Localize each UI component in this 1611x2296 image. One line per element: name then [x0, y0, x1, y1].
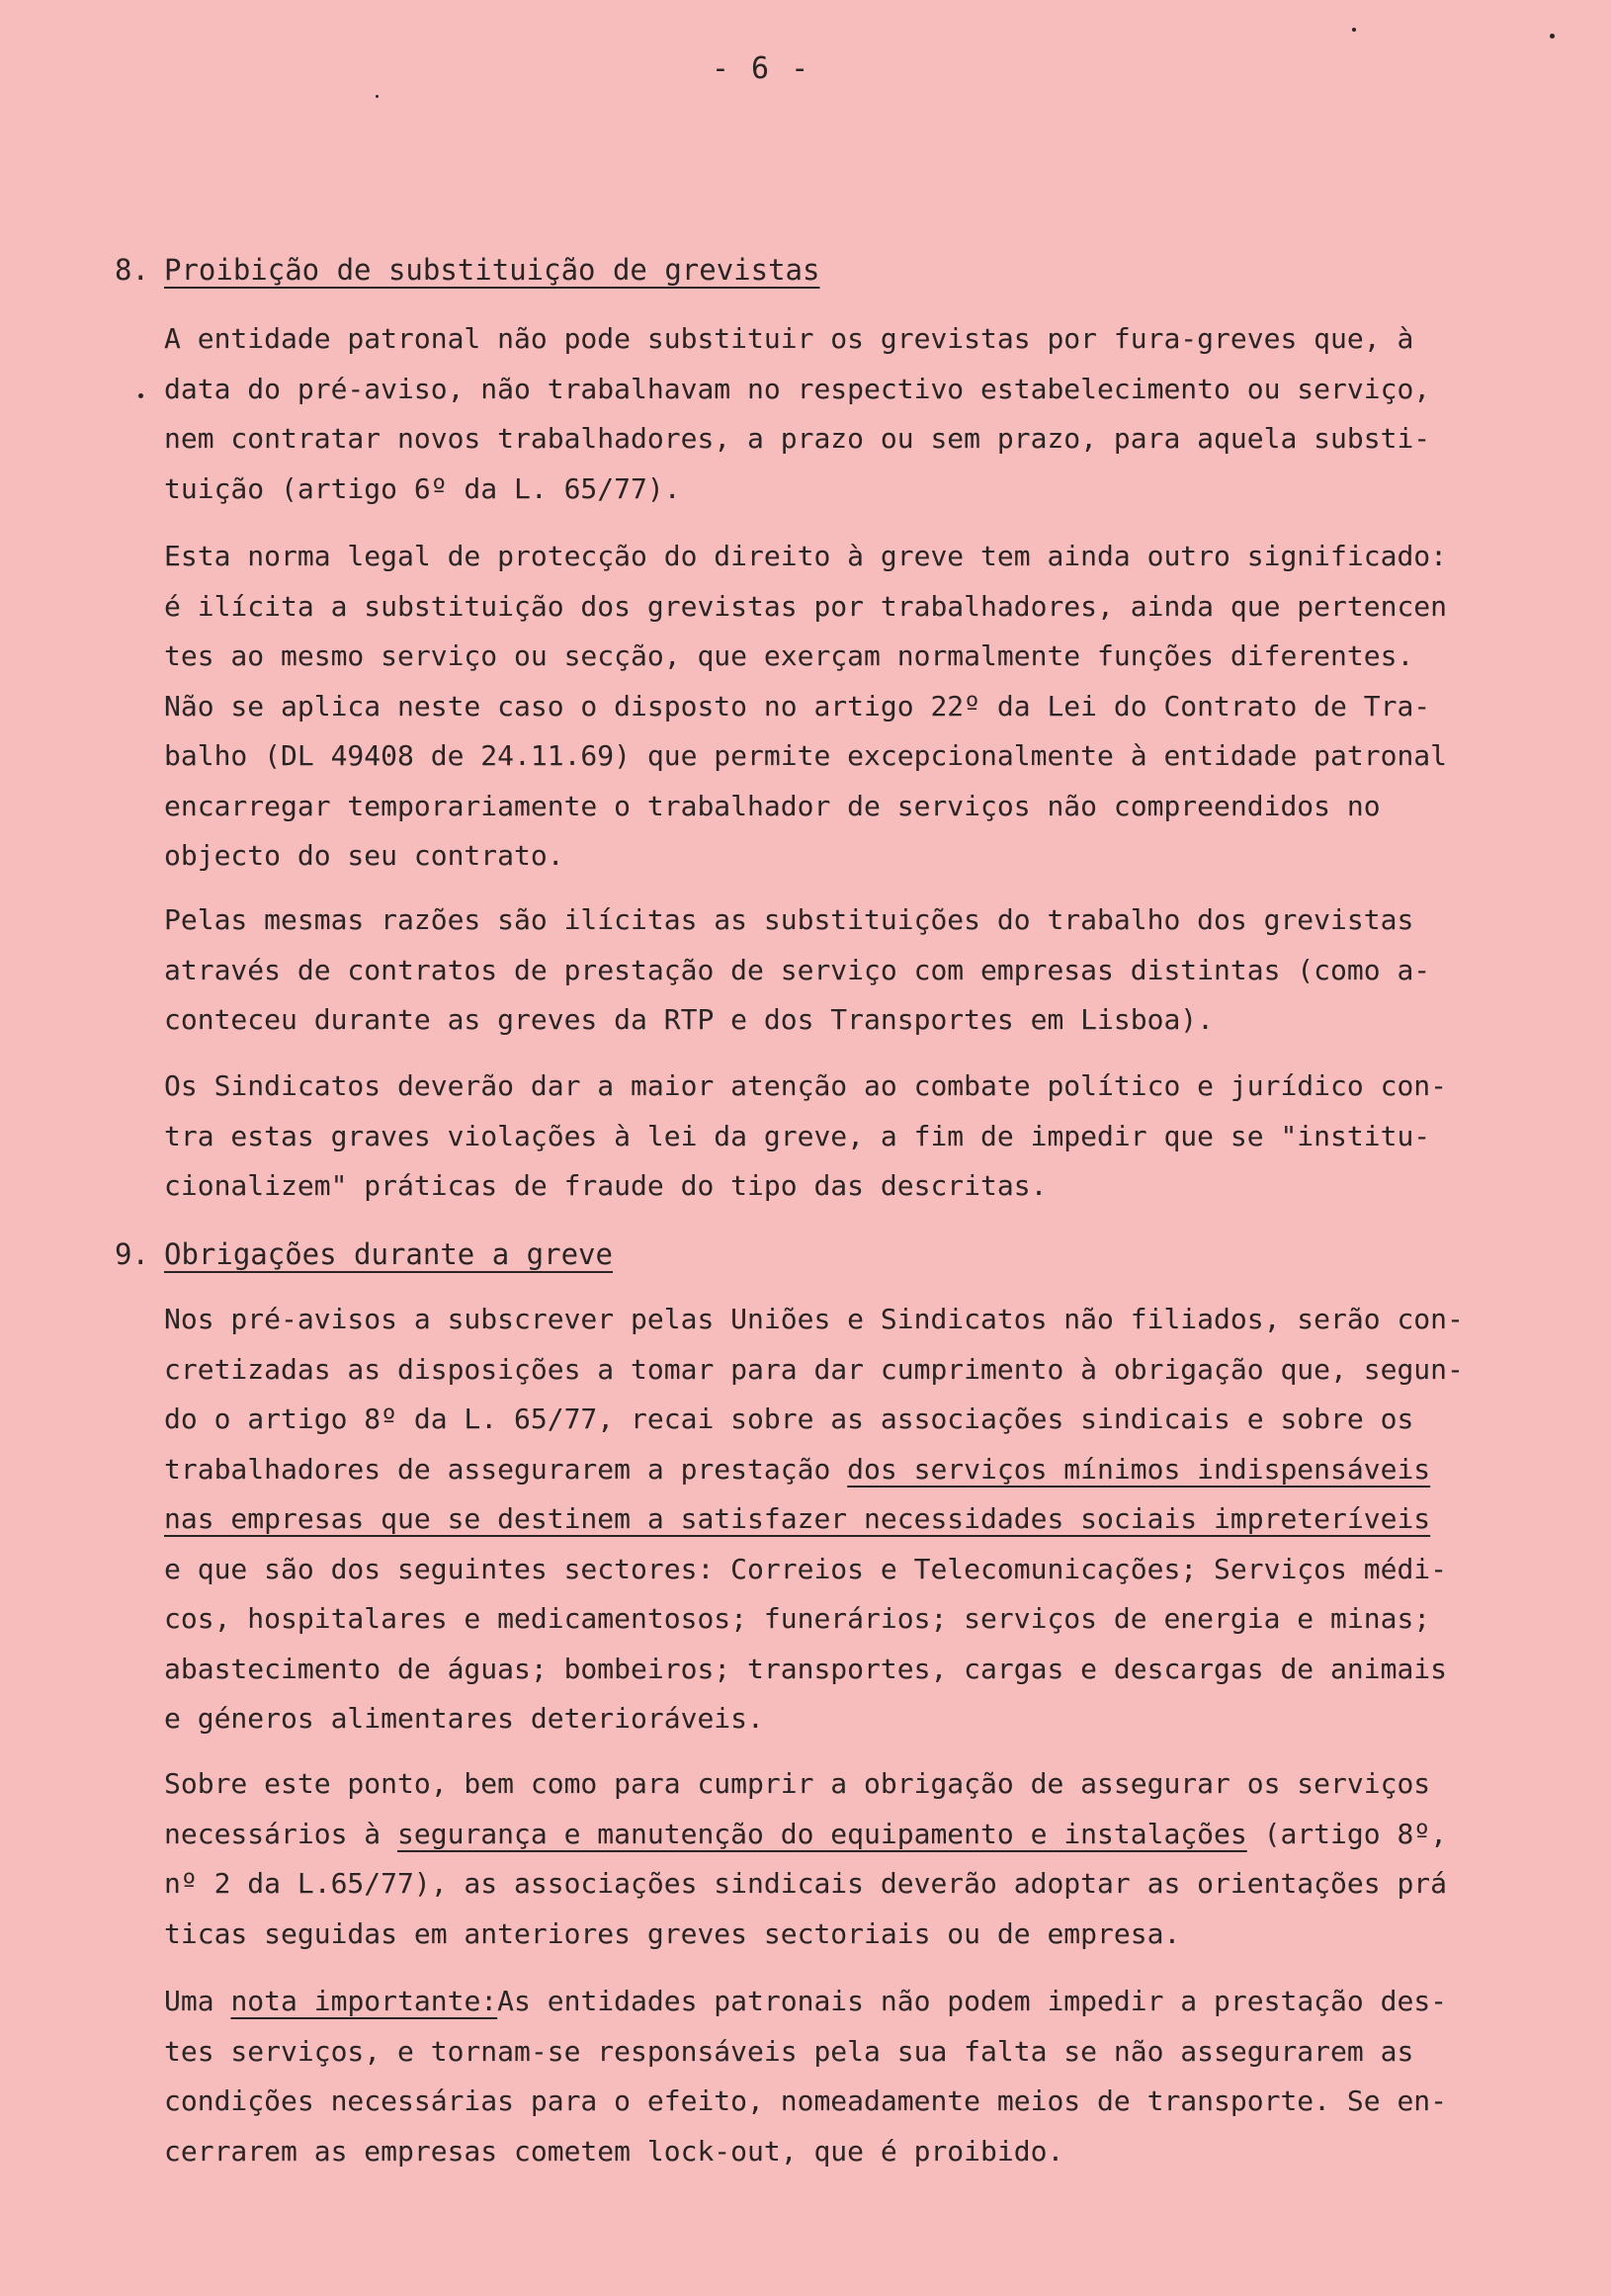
section-8-paragraph-1	[164, 314, 1449, 514]
section-9-paragraph-3	[164, 1977, 1449, 2176]
text-line: nº 2 da L.65/77), as associações sindicais deverão adoptar as orientações prá	[164, 1867, 1448, 1900]
text-line: cionalizem" práticas de fraude do tipo das descritas.	[164, 1169, 1048, 1202]
text-line: encarregar temporariamente o trabalhador de serviços não compreendidos no	[164, 789, 1381, 822]
text-line: e géneros alimentares deterioráveis.	[164, 1702, 764, 1735]
text-line: através de contratos de prestação de serviço com empresas distintas (como a-	[164, 953, 1431, 986]
text-line: ticas seguidas em anteriores greves sectoriais ou de empresa.	[164, 1916, 1181, 1950]
underlined-important-note: nota importante:	[230, 1985, 498, 2017]
text-span: necessários à	[164, 1817, 398, 1850]
text-line: tuição (artigo 6º da L. 65/77).	[164, 471, 681, 505]
text-line: condições necessárias para o efeito, nomeadamente meios de transporte. Se en-	[164, 2084, 1448, 2117]
underlined-social-needs: nas empresas que se destinem a satisfazer necessidades sociais impreteríveis	[164, 1502, 1431, 1535]
section-9-number: 9.	[115, 1237, 149, 1271]
text-line: tes ao mesmo serviço ou secção, que exerçam normalmente funções diferentes.	[164, 639, 1414, 672]
text-line: Nos pré-avisos a subscrever pelas Uniões e Sindicatos não filiados, serão con-	[164, 1303, 1464, 1335]
section-9-title: Obrigações durante a greve	[164, 1237, 613, 1271]
text-line: objecto do seu contrato.	[164, 839, 564, 872]
scan-speck	[138, 393, 143, 398]
page-number: - 6 -	[711, 51, 811, 86]
section-9-heading	[115, 1237, 613, 1271]
text-span: (artigo 8º,	[1246, 1817, 1448, 1850]
text-line	[164, 1445, 1449, 1495]
text-line: cerrarem as empresas cometem lock-out, que é proibido.	[164, 2134, 1064, 2168]
scan-speck	[376, 95, 379, 98]
text-line: Pelas mesmas razões são ilícitas as substituições do trabalho dos grevistas	[164, 903, 1414, 936]
text-span: Uma	[164, 1985, 231, 2017]
text-line	[164, 1494, 1449, 1545]
text-line: Os Sindicatos deverão dar a maior atenção ao combate político e jurídico con-	[164, 1069, 1448, 1102]
text-line: data do pré-aviso, não trabalhavam no respectivo estabelecimento ou serviço,	[164, 372, 1431, 405]
text-line: A entidade patronal não pode substituir os grevistas por fura-greves que, à	[164, 322, 1414, 355]
text-line: Não se aplica neste caso o disposto no artigo 22º da Lei do Contrato de Tra-	[164, 689, 1431, 723]
section-9-paragraph-1	[164, 1295, 1464, 1744]
text-line: abastecimento de águas; bombeiros; transportes, cargas e descargas de animais	[164, 1652, 1448, 1685]
underlined-safety-maintenance: segurança e manutenção do equipamento e instalações	[397, 1817, 1247, 1850]
text-span: As entidades patronais não podem impedir a prestação des-	[497, 1985, 1448, 2017]
section-8-paragraph-2	[164, 532, 1449, 882]
text-line: conteceu durante as greves da RTP e dos Transportes em Lisboa).	[164, 1003, 1215, 1036]
section-8-paragraph-4	[164, 1062, 1449, 1212]
text-line: e que são dos seguintes sectores: Correios e Telecomunicações; Serviços médi-	[164, 1552, 1448, 1585]
text-line: cretizadas as disposições a tomar para dar cumprimento à obrigação que, segun-	[164, 1352, 1464, 1386]
text-line: Sobre este ponto, bem como para cumprir a obrigação de assegurar os serviços	[164, 1767, 1431, 1800]
text-line: do o artigo 8º da L. 65/77, recai sobre as associações sindicais e sobre os	[164, 1403, 1414, 1435]
text-line	[164, 1810, 1449, 1860]
section-8-number: 8.	[115, 253, 149, 287]
scan-speck	[1352, 28, 1356, 32]
text-line: nem contratar novos trabalhadores, a prazo ou sem prazo, para aquela substi-	[164, 422, 1431, 455]
text-span: trabalhadores de assegurarem a prestação	[164, 1452, 848, 1486]
text-line: cos, hospitalares e medicamentosos; funerários; serviços de energia e minas;	[164, 1602, 1431, 1635]
section-8-title: Proibição de substituição de grevistas	[164, 253, 820, 287]
section-8-paragraph-3	[164, 895, 1449, 1046]
section-9-paragraph-2	[164, 1759, 1449, 1959]
text-line: é ilícita a substituição dos grevistas por trabalhadores, ainda que pertencen	[164, 589, 1448, 623]
text-line	[164, 1977, 1449, 2027]
section-8-heading	[115, 253, 820, 287]
text-line: Esta norma legal de protecção do direito à greve tem ainda outro significado:	[164, 540, 1448, 572]
text-line: tra estas graves violações à lei da greve, a fim de impedir que se "institu-	[164, 1119, 1431, 1152]
text-line: balho (DL 49408 de 24.11.69) que permite excepcionalmente à entidade patronal	[164, 739, 1448, 772]
scan-speck	[1550, 34, 1555, 39]
text-line: tes serviços, e tornam-se responsáveis pela sua falta se não assegurarem as	[164, 2034, 1414, 2068]
underlined-minimum-services: dos serviços mínimos indispensáveis	[847, 1452, 1431, 1486]
